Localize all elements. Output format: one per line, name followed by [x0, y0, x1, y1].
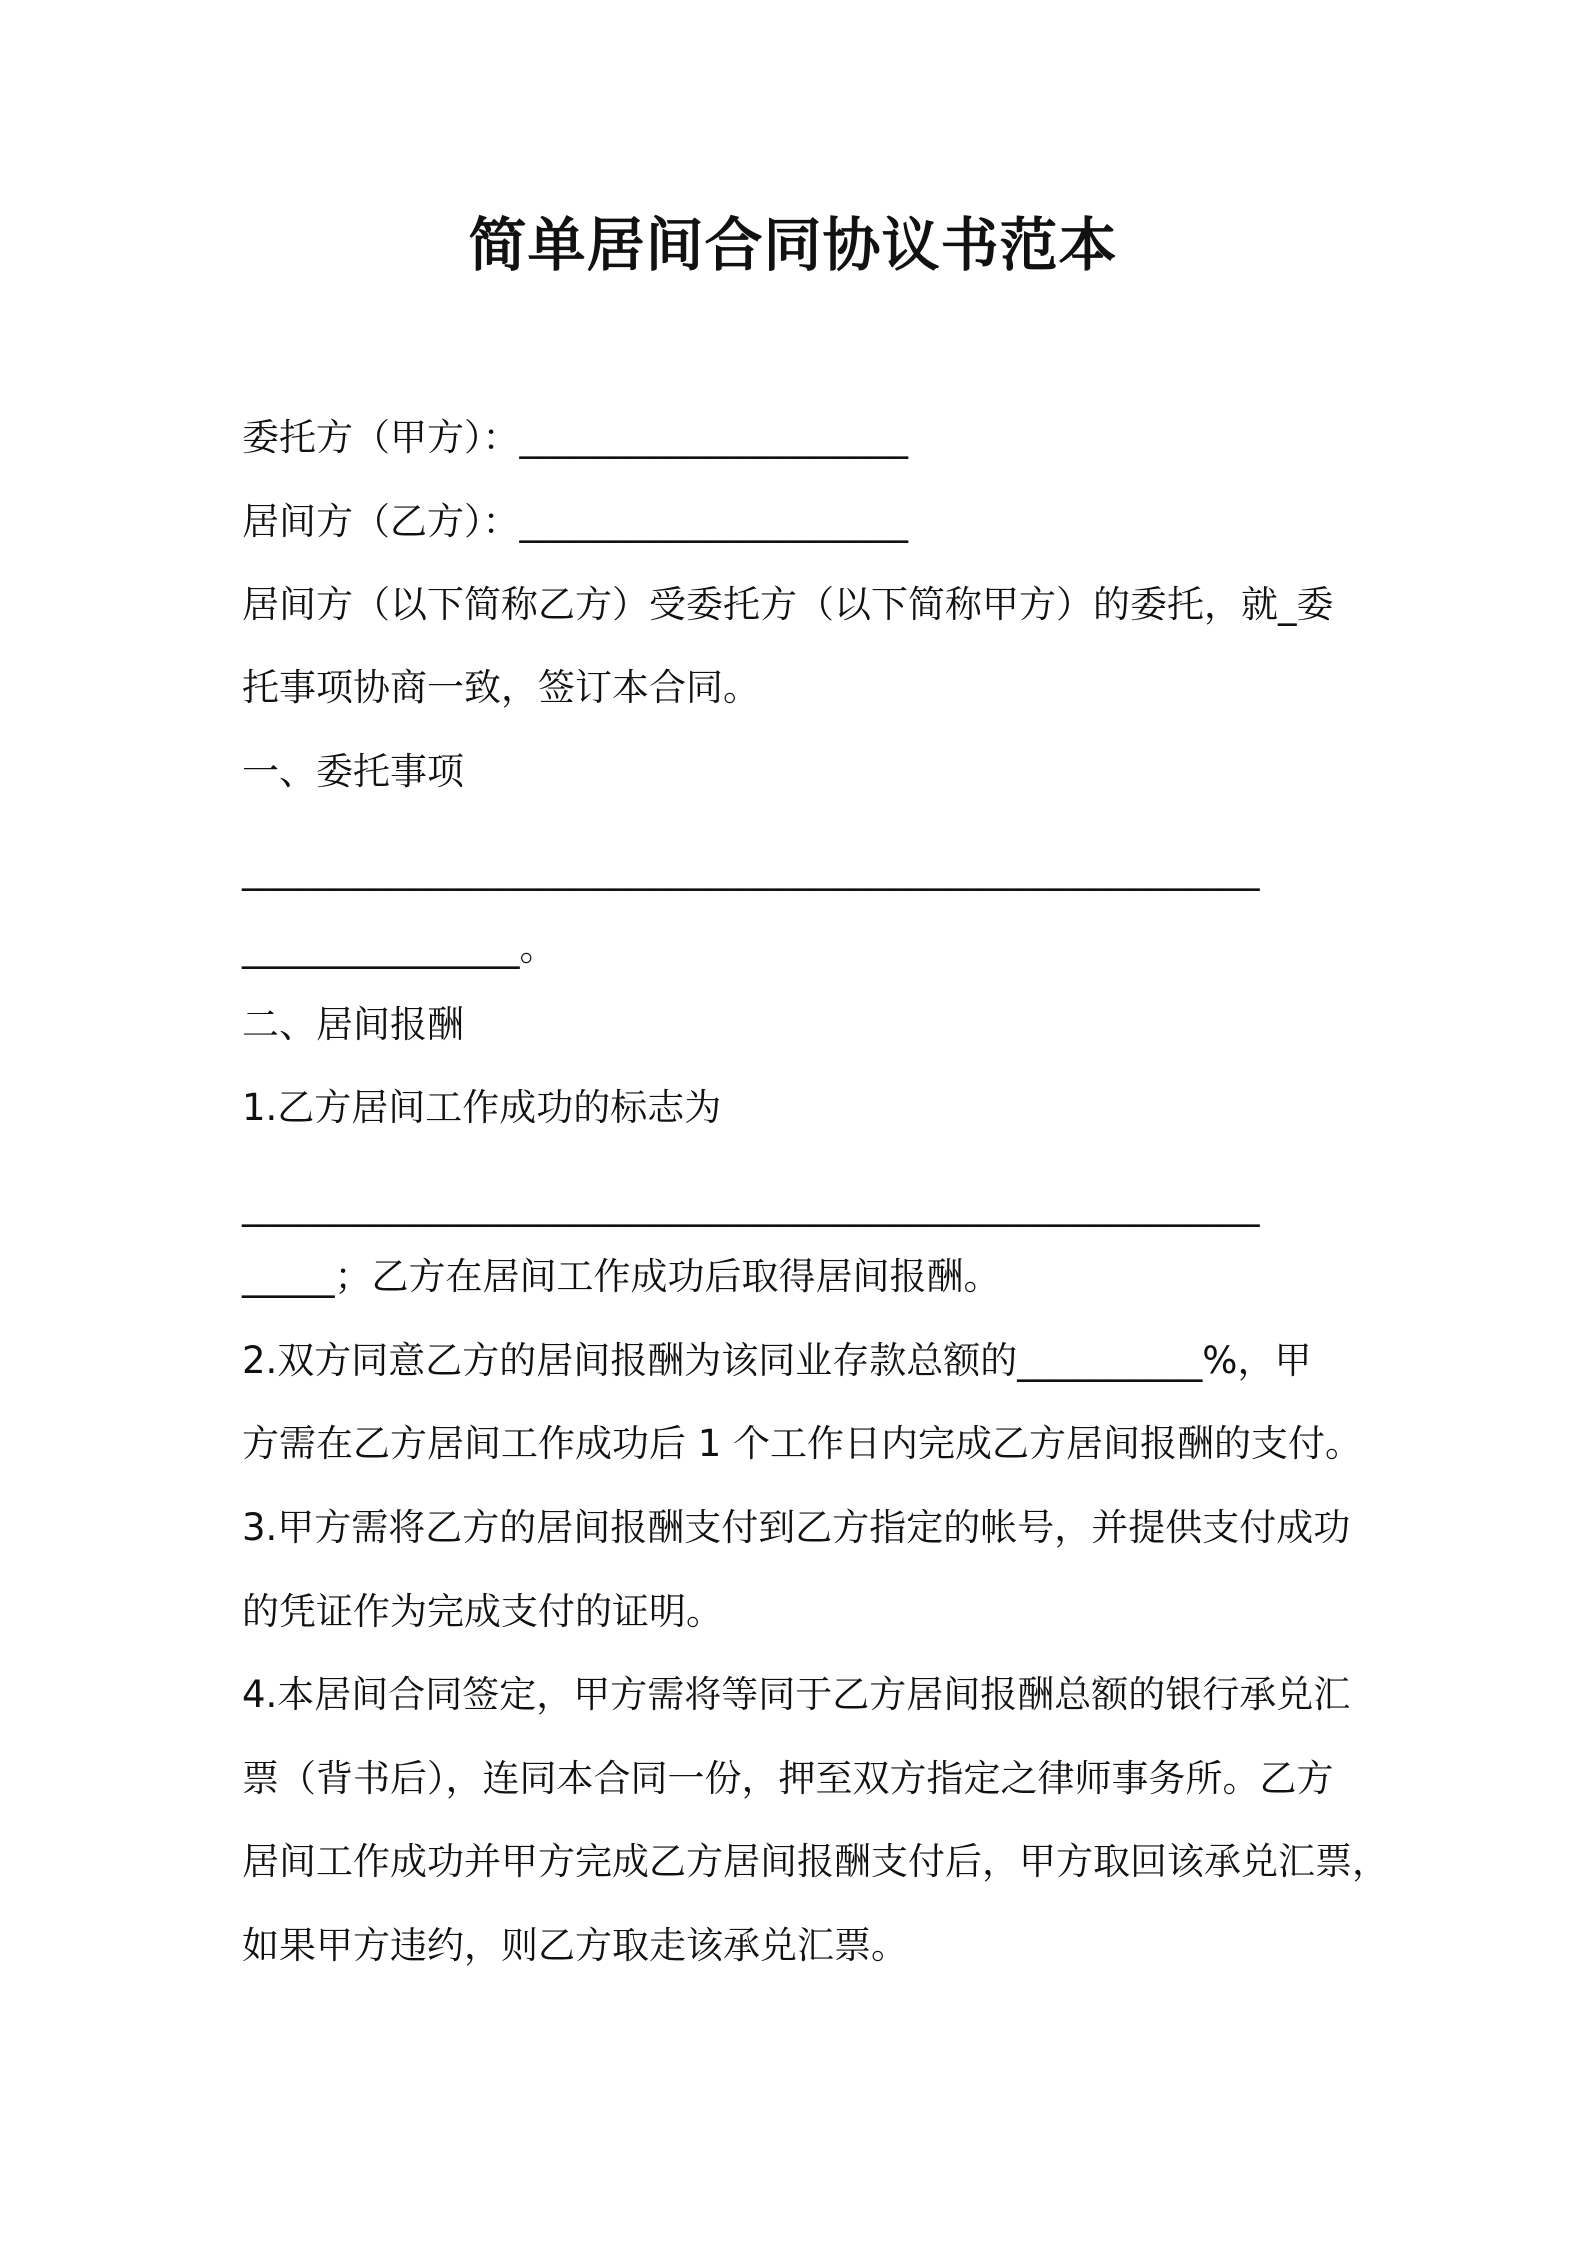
- party-a-line: 委托方（甲方）：_____________________: [242, 416, 908, 459]
- clause-4-line-3: 居间工作成功并甲方完成乙方居间报酬支付后，甲方取回该承兑汇票，: [242, 1840, 1389, 1883]
- clause-2-line-2: 方需在乙方居间工作成功后 1 个工作日内完成乙方居间报酬的支付。: [242, 1422, 1363, 1465]
- intro-line-2: 托事项协商一致，签订本合同。: [242, 666, 760, 709]
- clause-4-line-4: 如果甲方违约，则乙方取走该承兑汇票。: [242, 1924, 908, 1967]
- clause-1-line-2: _____；乙方在居间工作成功后取得居间报酬。: [242, 1255, 1001, 1298]
- blank-line-1: _______________________________________________________: [242, 848, 1260, 891]
- section-2-heading: 二、居间报酬: [242, 1003, 464, 1046]
- clause-4-line-1: 4.本居间合同签定，甲方需将等同于乙方居间报酬总额的银行承兑汇: [242, 1673, 1351, 1716]
- blank-line-2: _______________。: [242, 926, 557, 969]
- clause-3-line-2: 的凭证作为完成支付的证明。: [242, 1590, 723, 1633]
- clause-1-line-1: 1.乙方居间工作成功的标志为: [242, 1086, 722, 1129]
- clause-2-line-1: 2.双方同意乙方的居间报酬为该同业存款总额的__________%，甲: [242, 1339, 1312, 1382]
- document-title: 简单居间合同协议书范本: [468, 211, 1118, 279]
- section-1-heading: 一、委托事项: [242, 750, 464, 793]
- clause-4-line-2: 票（背书后），连同本合同一份，押至双方指定之律师事务所。乙方: [242, 1757, 1334, 1800]
- blank-line-3: _______________________________________________________: [242, 1184, 1260, 1227]
- intro-line-1: 居间方（以下简称乙方）受委托方（以下简称甲方）的委托，就_委: [242, 583, 1334, 626]
- clause-3-line-1: 3.甲方需将乙方的居间报酬支付到乙方指定的帐号，并提供支付成功: [242, 1506, 1351, 1549]
- party-b-line: 居间方（乙方）：_____________________: [242, 500, 908, 543]
